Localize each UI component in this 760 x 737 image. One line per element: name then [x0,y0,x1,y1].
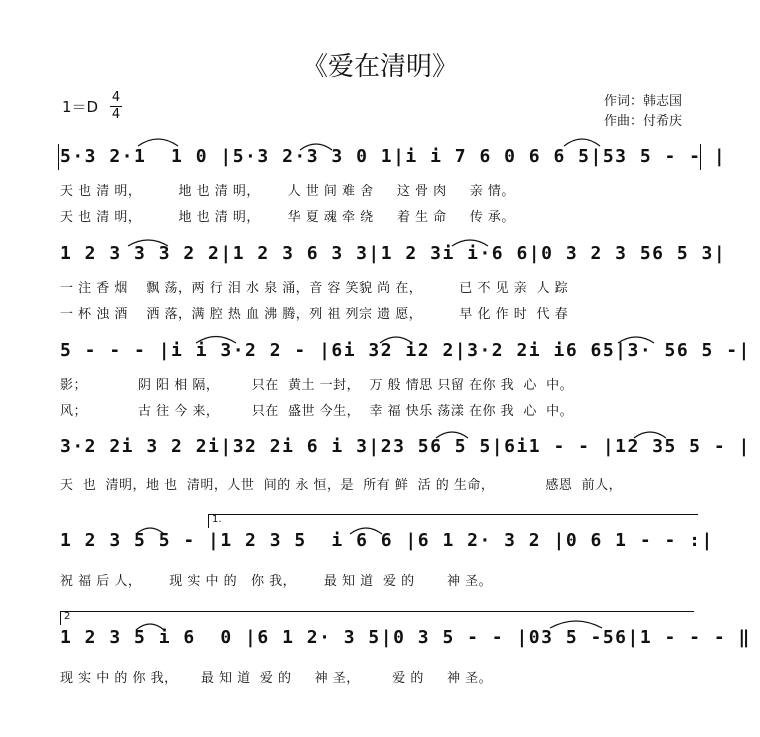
volta-number: 1. [212,514,222,525]
barline [58,144,59,170]
lyric-line: 风； 古 往 今 来， 只在 盛世 今生， 幸 福 快乐 荡漾 在你 我 心 中。 [60,404,574,419]
barline [700,144,701,170]
lyric-line: 天 也 清 明， 地 也 清 明， 人 世 间 难 舍 这 骨 肉 亲 情。 [60,184,515,199]
slur-arc [138,139,178,146]
volta-bracket [60,611,694,612]
song-title: 《爱在清明》 [301,52,458,82]
notation-line: 1 2 3 3 3 2 2|1 2 3 6 3 3|1 2 3i i·6 6|0 3 2 3 56 5 3| [60,243,727,264]
key-label: 1＝D [62,98,99,116]
composer-credit: 作曲：付希庆 [604,114,683,129]
volta-bracket-edge [208,514,209,528]
notation-line: 5·3 2·1 1 0 |5·3 2·3 3 0 1|i i 7 6 0 6 6 5|53 5 - - | [60,146,727,167]
notation-line: 1 2 3 5 5 - |1 2 3 5 i 6 6 |6 1 2· 3 2 |0 6 1 - - :| [60,530,714,551]
lyric-line: 祝 福 后 人， 现 实 中 的 你 我， 最 知 道 爱 的 神 圣。 [60,574,493,589]
volta-bracket [208,514,698,515]
volta-number: 2 [64,611,71,622]
lyric-line: 天 也 清明，地 也 清明，人世 间的 永 恒，是 所有 鲜 活 的 生命， 感恩 前人， [60,478,623,493]
slur-arc [564,139,600,146]
time-unit: 4 [111,107,121,122]
time-beats: 4 [111,90,121,105]
credits [604,92,682,132]
notation-line: 1 2 3 5 i 6 0 |6 1 2· 3 5|0 3 5 - - |03 5 -56|1 - - - ‖ [60,627,751,648]
time-signature [110,90,122,123]
lyric-line: 影； 阴 阳 相 隔， 只在 黄土 一封， 万 般 情思 只留 在你 我 心 中。 [60,378,574,393]
lyric-line: 天 也 清 明， 地 也 清 明， 华 夏 魂 牵 绕 着 生 命 传 承。 [60,210,515,225]
volta-bracket-edge [60,611,61,625]
lyric-line: 一 杯 浊 酒 洒 落，满 腔 热 血 沸 腾，列 祖 列宗 遗 愿， 早 化 作 时 代 春 [60,307,569,322]
notation-line: 3·2 2i 3 2 2i|32 2i 6 i 3|23 56 5 5|6i1 - - |12 35 5 - | [60,436,751,457]
notation-line: 5 - - - |i i 3·2 2 - |6i 32 i2 2|3·2 2i i6 65|3· 56 5 -| [60,340,751,361]
lyric-line: 现 实 中 的 你 我， 最 知 道 爱 的 神 圣， 爱 的 神 圣。 [60,671,493,686]
lyricist-credit: 作词：韩志国 [604,94,683,109]
lyric-line: 一 注 香 烟 飘 荡，两 行 泪 水 泉 涌，音 容 笑貌 尚 在， 已 不 见 亲 人 踪 [60,281,569,296]
